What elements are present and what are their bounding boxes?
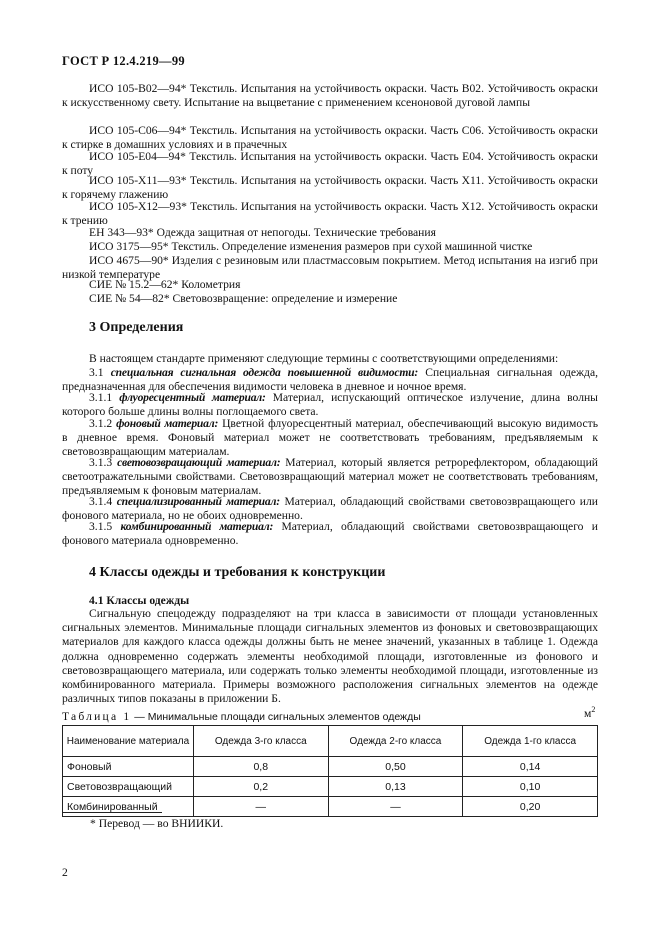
reference-entry: ИСО 105-С06—94* Текстиль. Испытания на устойчивость окраски. Часть С06. Устойчивость окраски к стирке в домашних условиях и в прачечных	[62, 124, 598, 151]
definition-3-1-2	[62, 417, 598, 460]
reference-entry: ИСО 105-Х11—93* Текстиль. Испытания на устойчивость окраски. Часть Х11. Устойчивость окраски к горячему глажению	[62, 174, 598, 201]
reference-entry: ИСО 105-Х12—93* Текстиль. Испытания на устойчивость окраски. Часть Х12. Устойчивость окраски к трению	[62, 200, 598, 227]
table-unit	[584, 705, 595, 720]
table-cell: 0,10	[463, 777, 598, 797]
section-4-heading: 4 Классы одежды и требования к конструкции	[89, 565, 386, 580]
definition-text: Цветной флуоресцентный материал, обеспечивающий высокую видимость в дневное время. Фоновый материал может не соответствовать требованиям, предъявляемым к световозвращающим материалам.	[62, 417, 598, 459]
definition-number: 3.1.4	[89, 495, 113, 508]
section-3-intro: В настоящем стандарте применяют следующие термины с соответствующими определениями:	[89, 352, 559, 365]
definition-number: 3.1.2	[89, 417, 113, 430]
definition-term: комбинированный материал:	[120, 520, 274, 533]
definition-term: специальная сигнальная одежда повышенной видимости:	[110, 366, 419, 379]
table-unit-base: м	[584, 706, 592, 720]
table-cell: 0,50	[328, 757, 463, 777]
table-cell: —	[328, 797, 463, 817]
table-row	[63, 757, 598, 777]
table-cell: Световозвращающий	[63, 777, 194, 797]
page-number: 2	[62, 866, 68, 879]
definition-text: Специальная сигнальная одежда, предназначенная для обеспечения видимости человека в дневное и ночное время.	[62, 366, 598, 394]
definition-text: Материал, который является ретрорефлектором, обладающий светоотражательными свойствами. Световозвращающий материал может не соответствовать требованиям, предъявляемым к фоновым материалам.	[62, 456, 598, 498]
minimum-area-table	[62, 725, 598, 817]
table-header-row	[63, 726, 598, 757]
table-caption-text: — Минимальные площади сигнальных элементов одежды	[131, 711, 421, 723]
table-cell: 0,13	[328, 777, 463, 797]
reference-entry: ЕН 343—93* Одежда защитная от непогоды. Технические требования	[89, 226, 436, 239]
table-caption	[62, 710, 421, 723]
table-cell: Комбинированный	[63, 797, 194, 817]
table-cell: 0,14	[463, 757, 598, 777]
definition-3-1-3	[62, 456, 598, 499]
subsection-4-1-heading: 4.1 Классы одежды	[89, 594, 190, 607]
footnote: * Перевод — во ВНИИКИ.	[90, 817, 224, 830]
reference-entry: СИЕ № 54—82* Световозвращение: определение и измерение	[89, 292, 398, 305]
definition-3-1-5	[62, 520, 598, 548]
table-header-cell: Одежда 1-го класса	[463, 726, 598, 757]
definition-3-1-1	[62, 391, 598, 419]
definition-text: Материал, испускающий оптическое излучение, длина волны которого больше длины волны поглощаемого света.	[62, 391, 598, 419]
definition-term: световозвращающий материал:	[117, 456, 281, 469]
reference-entry: ИСО 105-В02—94* Текстиль. Испытания на устойчивость окраски. Часть В02. Устойчивость окраски к искусственному свету. Испытание на выцветание с применением ксеноновой дуговой лампы	[62, 82, 598, 109]
section-4-1-paragraph: Сигнальную спецодежду подразделяют на три класса в зависимости от площади установленных сигнальных элементов. Минимальные площади сигнальных элементов из фоновых и световозвращающих материалов для каждого класса одежды должны быть не менее значений, указанных в таблице 1. Одежда должна одновременно содержать элементы необходимой площади, изготовленные из фонового и световозвращающего материала, или содержать только элементы необходимой площади, изготовленные из комбинированного материала. Примеры возможного расположения сигнальных элементов на одежде различных типов показаны в приложении Б.	[62, 607, 598, 706]
table-cell: —	[193, 797, 328, 817]
table-cell: 0,8	[193, 757, 328, 777]
definition-term: фоновый материал:	[116, 417, 219, 430]
table-cell: Фоновый	[63, 757, 194, 777]
table-header-cell: Наименование материала	[63, 726, 194, 757]
table-caption-label: Таблица 1	[62, 710, 132, 723]
definition-term: флуоресцентный материал:	[119, 391, 266, 404]
definition-term: специализированный материал:	[116, 495, 280, 508]
definition-number: 3.1	[89, 366, 104, 379]
definition-number: 3.1.1	[89, 391, 113, 404]
reference-entry: ИСО 3175—95* Текстиль. Определение изменения размеров при сухой машинной чистке	[89, 240, 533, 253]
definition-text: Материал, обладающий свойствами световозвращающего или фонового материала, но не обоих одновременно.	[62, 495, 598, 523]
document-header: ГОСТ Р 12.4.219—99	[62, 54, 185, 68]
table-unit-exponent: 2	[591, 705, 596, 714]
table-row	[63, 797, 598, 817]
reference-entry: ИСО 105-Е04—94* Текстиль. Испытания на устойчивость окраски. Часть Е04. Устойчивость окраски к поту	[62, 150, 598, 177]
table-cell: 0,2	[193, 777, 328, 797]
table-header-cell: Одежда 3-го класса	[193, 726, 328, 757]
definition-number: 3.1.5	[89, 520, 113, 533]
table-cell: 0,20	[463, 797, 598, 817]
table-row	[63, 777, 598, 797]
footnote-divider	[62, 812, 162, 813]
section-3-heading: 3 Определения	[89, 320, 184, 335]
definition-number: 3.1.3	[89, 456, 113, 469]
table-header-cell: Одежда 2-го класса	[328, 726, 463, 757]
reference-entry: СИЕ № 15.2—62* Колометрия	[89, 278, 241, 291]
definition-text: Материал, обладающий свойствами световозвращающего и фонового материала одновременно.	[62, 520, 598, 548]
reference-entry: ИСО 4675—90* Изделия с резиновым или пластмассовым покрытием. Метод испытания на изгиб при низкой температуре	[62, 254, 598, 281]
